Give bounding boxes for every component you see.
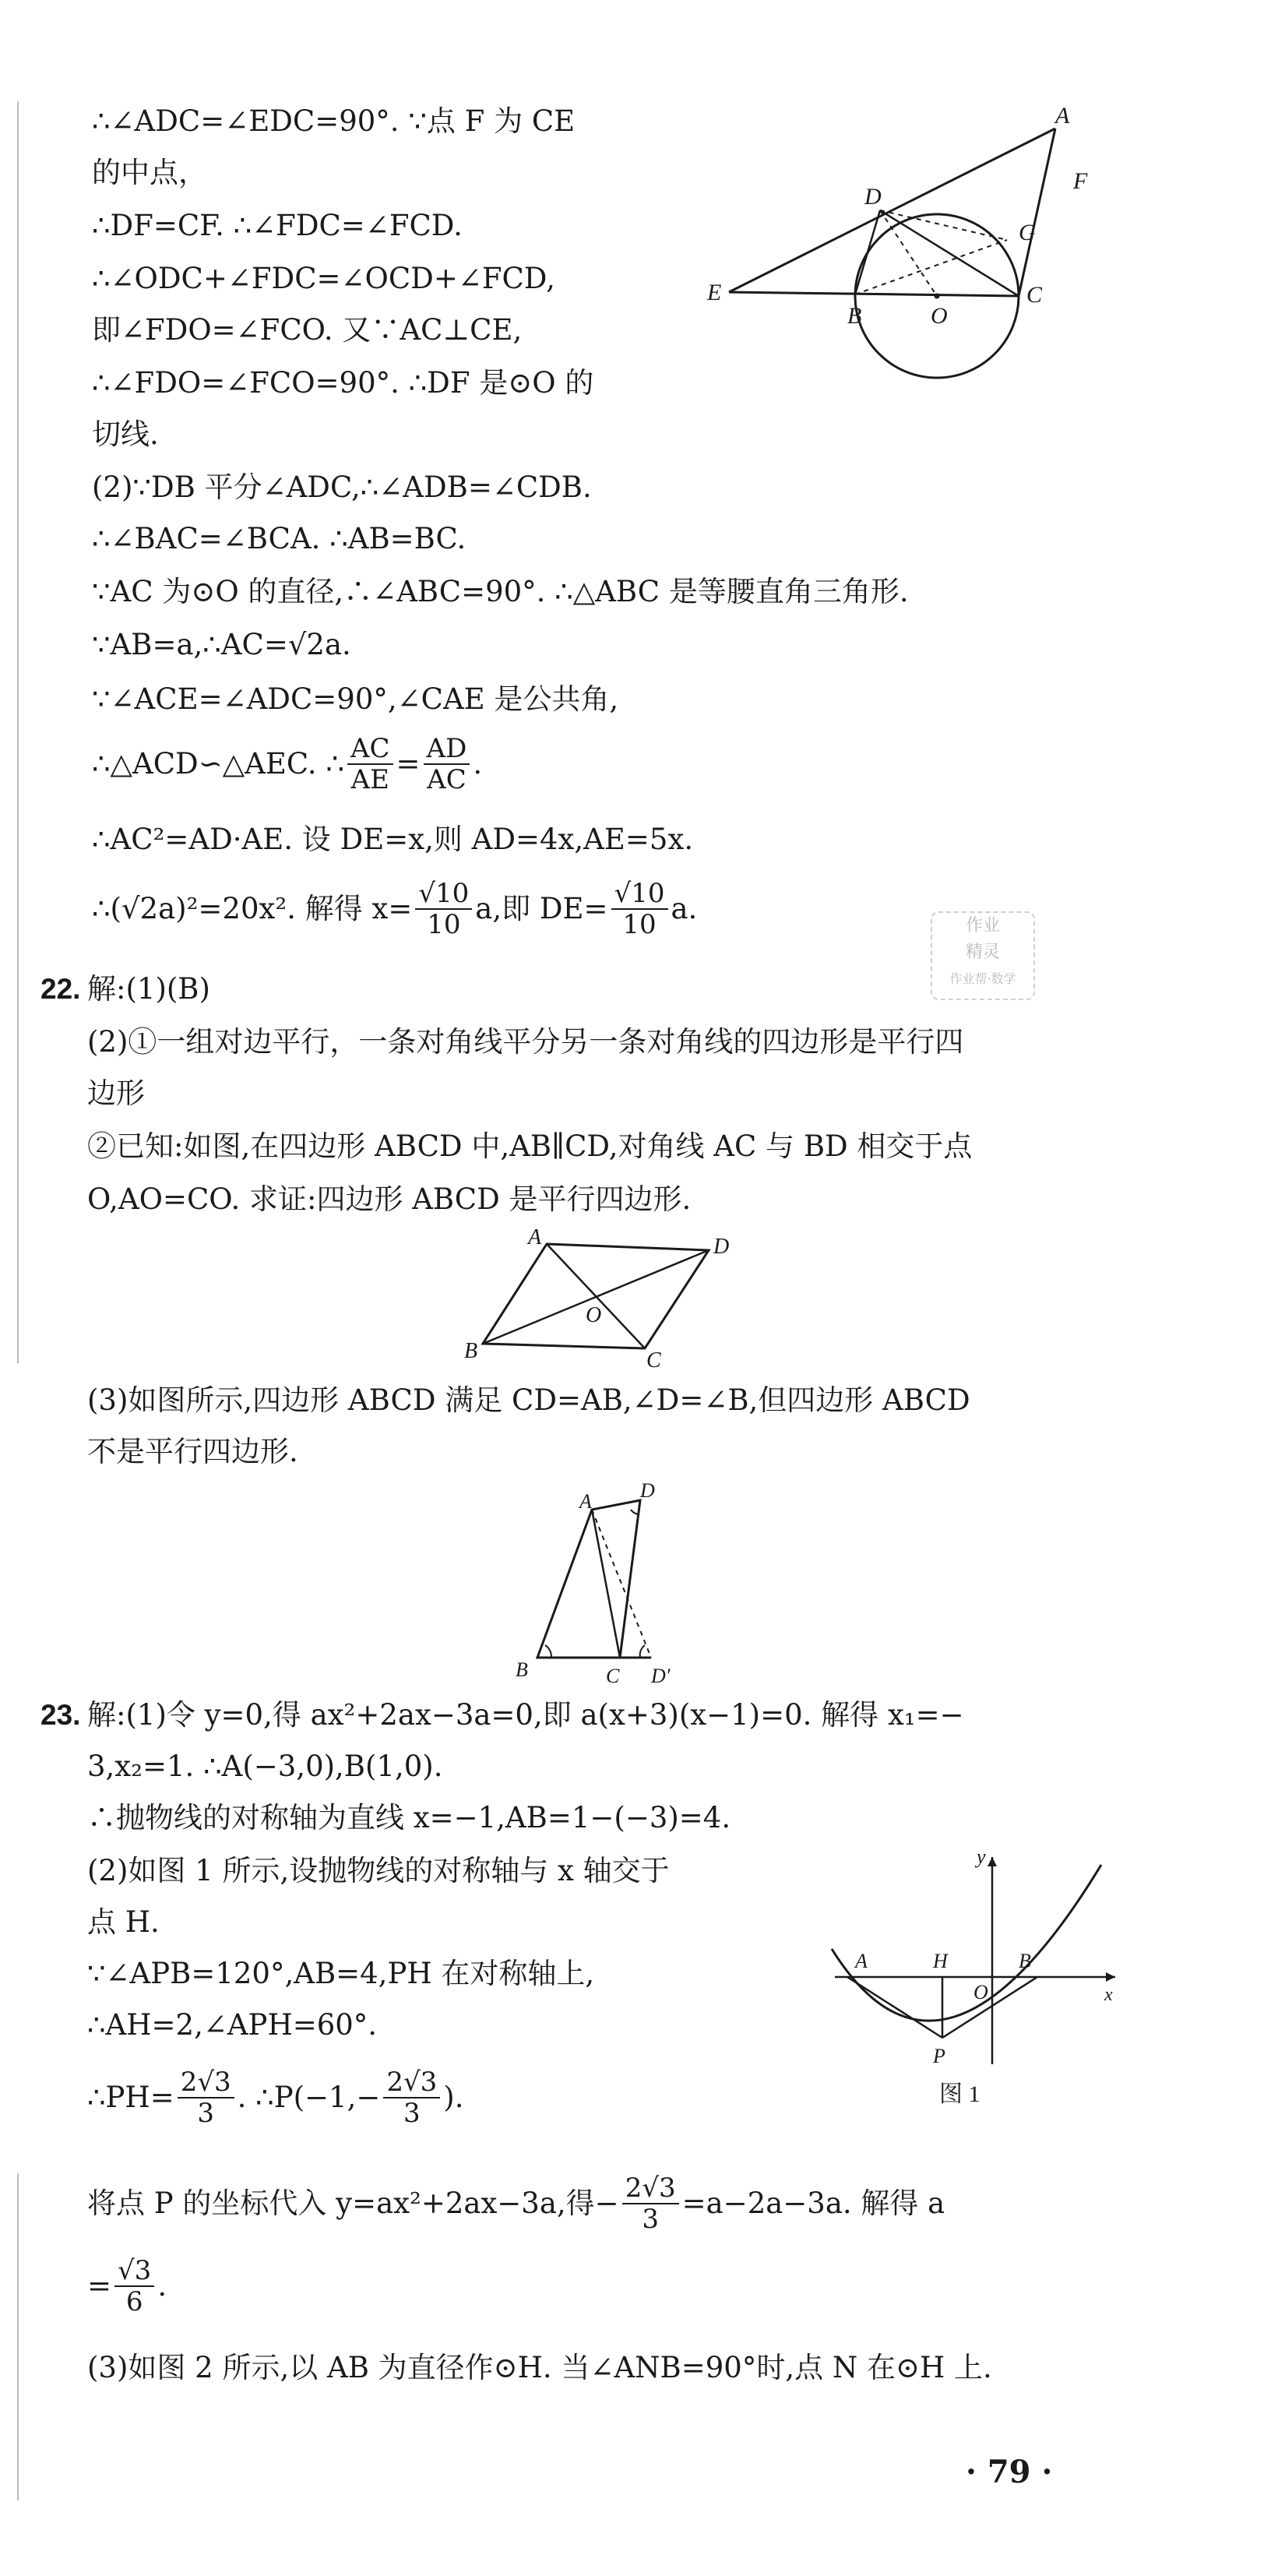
- label-d: D: [640, 1480, 655, 1502]
- geometry-figure-circle-tangent: [701, 101, 1137, 428]
- text-line: ∴AC²=AD·AE. 设 DE=x,则 AD=4x,AE=5x.: [92, 823, 694, 856]
- angle-mark-b: [545, 1645, 551, 1658]
- angle-mark-d: [631, 1510, 639, 1514]
- fraction: [622, 2173, 679, 2234]
- x-axis-arrow: [1106, 1972, 1115, 1982]
- label-d: D: [864, 184, 882, 210]
- fraction-numerator: √10: [611, 879, 668, 910]
- fraction-denominator: AC: [427, 764, 466, 795]
- text-line: ∵AB=a,∴AC=√2a.: [92, 628, 351, 661]
- text-line: [92, 734, 482, 804]
- text-span: ).: [443, 2081, 464, 2114]
- text-line: (2)∵DB 平分∠ADC,∴∠ADB=∠CDB.: [92, 470, 592, 504]
- label-a: A: [579, 1490, 592, 1513]
- geometry-figure-parallelogram: [459, 1227, 740, 1375]
- text-span: =: [396, 747, 421, 781]
- text-line: [87, 2256, 167, 2326]
- text-span: =: [87, 2269, 112, 2303]
- watermark-stamp: [931, 911, 1035, 1000]
- margin-rule: [17, 101, 19, 1363]
- fraction-numerator: 2√3: [383, 2067, 440, 2099]
- text-line: [92, 879, 697, 949]
- label-h: H: [933, 1950, 948, 1972]
- label-d-prime: D′: [651, 1665, 671, 1687]
- text-line: ∴∠FDO=∠FCO=90°. ∴DF 是⊙O 的: [92, 366, 594, 400]
- label-c: C: [606, 1665, 620, 1687]
- fraction-numerator: 2√3: [178, 2067, 234, 2099]
- label-d: D: [713, 1235, 730, 1259]
- text-span: =a−2a−3a. 解得 a: [681, 2187, 945, 2220]
- fraction-numerator: AC: [347, 734, 393, 765]
- text-span: ∴△ACD∽△AEC. ∴: [92, 747, 344, 781]
- fraction: [347, 734, 393, 795]
- text-span: .: [157, 2269, 167, 2303]
- segment-ec: [729, 292, 1019, 296]
- text-line: (3)如图所示,四边形 ABCD 满足 CD=AB,∠D=∠B,但四边形 ABCD: [87, 1383, 970, 1417]
- label-g: G: [1019, 220, 1036, 245]
- label-o: O: [931, 303, 948, 329]
- label-o: O: [973, 1981, 988, 2003]
- text-span: .: [473, 747, 483, 781]
- segment-ea: [729, 129, 1055, 292]
- text-line: ∵∠ACE=∠ADC=90°,∠CAE 是公共角,: [92, 682, 619, 716]
- segment-adp: [592, 1510, 651, 1658]
- stamp-text: 精灵: [965, 943, 1000, 962]
- text-line: ∴AH=2,∠APH=60°.: [87, 2008, 378, 2042]
- fraction-numerator: √10: [415, 879, 472, 910]
- label-c: C: [1026, 282, 1043, 308]
- question-number: 22.: [40, 973, 81, 1005]
- text-line: ②已知:如图,在四边形 ABCD 中,AB∥CD,对角线 AC 与 BD 相交于点: [87, 1129, 973, 1163]
- text-span: 将点 P 的坐标代入 y=ax²+2ax−3a,得−: [87, 2187, 619, 2220]
- text-line: 解:(1)令 y=0,得 ax²+2ax−3a=0,即 a(x+3)(x−1)=0. 解得 x₁=−: [87, 1698, 964, 1732]
- text-span: . ∴P(−1,−: [237, 2081, 381, 2114]
- label-c: C: [646, 1348, 661, 1373]
- text-line: (3)如图 2 所示,以 AB 为直径作⊙H. 当∠ANB=90°时,点 N 在⊙H 上.: [87, 2351, 992, 2384]
- text-line: 边形: [87, 1077, 145, 1110]
- label-y: y: [977, 1846, 986, 1868]
- text-span: a,即 DE=: [475, 892, 608, 925]
- text-line: ∴抛物线的对称轴为直线 x=−1,AB=1−(−3)=4.: [87, 1801, 731, 1834]
- geometry-figure-quadrilateral: [506, 1480, 701, 1690]
- fraction-denominator: 3: [403, 2098, 421, 2129]
- fraction-denominator: 10: [622, 909, 657, 940]
- fraction-denominator: AE: [350, 764, 389, 795]
- text-span: ∴PH=: [87, 2081, 174, 2114]
- margin-rule: [17, 2173, 19, 2500]
- fraction: [178, 2067, 234, 2128]
- text-line: (2)①一组对边平行，一条对角线平分另一条对角线的四边形是平行四: [87, 1025, 964, 1059]
- label-a: A: [528, 1227, 542, 1249]
- stamp-text: 作业: [965, 916, 1000, 936]
- label-b: B: [847, 303, 862, 329]
- text-line: 的中点，: [92, 156, 207, 189]
- label-x: x: [1104, 1985, 1113, 2005]
- text-line: (2)如图 1 所示,设抛物线的对称轴与 x 轴交于: [87, 1854, 670, 1887]
- fraction-denominator: 3: [642, 2204, 659, 2235]
- label-p: P: [933, 2045, 945, 2067]
- segment-ac: [1019, 129, 1055, 296]
- segment-ac: [592, 1510, 620, 1658]
- segment-dc: [880, 210, 1019, 296]
- y-axis-arrow: [988, 1857, 997, 1866]
- fraction-numerator: AD: [424, 734, 470, 765]
- text-line: 解:(1)(B): [87, 972, 210, 1006]
- figure-caption: 图 1: [939, 2081, 980, 2107]
- parabola-curve: [832, 1865, 1101, 2021]
- point-o: [935, 294, 940, 299]
- segment-bp: [942, 1977, 1037, 2038]
- segment-ap: [847, 1977, 942, 2038]
- fraction: [424, 734, 470, 795]
- label-o: O: [586, 1303, 602, 1327]
- fraction-denominator: 6: [125, 2286, 143, 2317]
- stamp-text: 作业帮·数学: [949, 971, 1016, 986]
- text-line: [87, 2067, 464, 2137]
- quadrilateral-abcd: [537, 1500, 640, 1658]
- page-number: · 79 ·: [966, 2454, 1053, 2490]
- question-number: 23.: [40, 1699, 81, 1731]
- graph-figure-parabola: [826, 1846, 1121, 2127]
- label-e: E: [707, 280, 722, 305]
- text-line: ∵∠APB=120°,AB=4,PH 在对称轴上,: [87, 1957, 595, 1990]
- label-b: B: [464, 1339, 478, 1363]
- segment-do: [880, 210, 937, 296]
- fraction-numerator: √3: [114, 2256, 154, 2287]
- label-a: A: [1055, 103, 1070, 129]
- fraction: [611, 879, 668, 939]
- label-f: F: [1073, 168, 1088, 194]
- text-line: ∴∠BAC=∠BCA. ∴AB=BC.: [92, 522, 466, 555]
- segment-bg: [855, 240, 1007, 294]
- fraction-denominator: 10: [427, 909, 461, 940]
- text-line: 点 H.: [87, 1905, 160, 1939]
- text-span: a.: [671, 892, 698, 925]
- fraction: [114, 2256, 154, 2317]
- label-a: A: [855, 1950, 868, 1972]
- fraction-denominator: 3: [197, 2098, 214, 2129]
- text-line: O,AO=CO. 求证:四边形 ABCD 是平行四边形.: [87, 1182, 692, 1216]
- text-line: 3,x₂=1. ∴A(−3,0),B(1,0).: [87, 1750, 443, 1783]
- diagonal-bd: [483, 1250, 709, 1344]
- text-line: ∴∠ADC=∠EDC=90°. ∵点 F 为 CE: [92, 104, 576, 138]
- label-b: B: [516, 1658, 528, 1681]
- text-line: [87, 2173, 945, 2243]
- text-line: 不是平行四边形.: [87, 1435, 298, 1468]
- text-line: ∵AC 为⊙O 的直径,∴∠ABC=90°. ∴△ABC 是等腰直角三角形.: [92, 575, 909, 608]
- text-line: ∴DF=CF. ∴∠FDC=∠FCD.: [92, 209, 463, 242]
- fraction: [415, 879, 472, 939]
- fraction-numerator: 2√3: [622, 2173, 679, 2204]
- text-line: ∴∠ODC+∠FDC=∠OCD+∠FCD,: [92, 262, 555, 295]
- text-span: ∴(√2a)²=20x². 解得 x=: [92, 892, 413, 925]
- fraction: [383, 2067, 440, 2128]
- text-line: 切线.: [92, 418, 159, 451]
- angle-mark-dp: [640, 1645, 645, 1658]
- label-b: B: [1019, 1950, 1031, 1972]
- text-line: 即∠FDO=∠FCO. 又∵AC⊥CE,: [92, 313, 523, 347]
